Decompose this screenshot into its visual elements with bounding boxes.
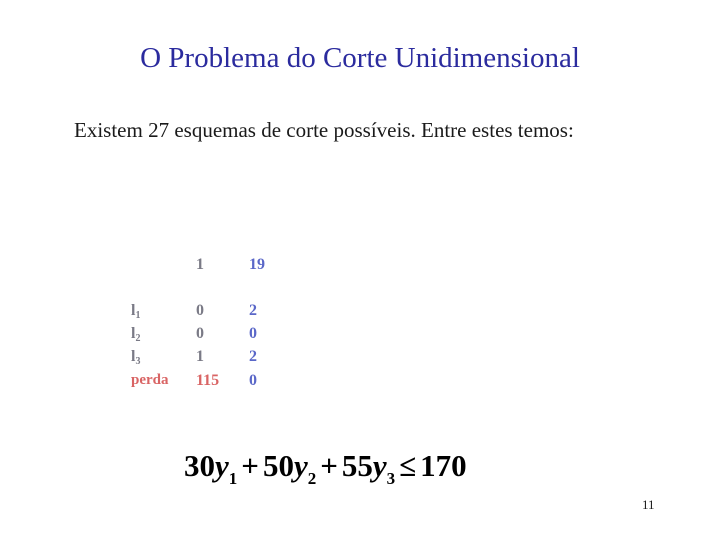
- table-row-label-l3: $l_3$: [131, 348, 141, 367]
- table-header-col1: 1: [196, 256, 204, 273]
- table-cell: 0: [196, 302, 204, 319]
- table-cell: 115: [196, 372, 220, 389]
- table-row-label-l1: $l_1$: [131, 302, 141, 321]
- slide-title: O Problema do Corte Unidimensional: [140, 42, 580, 74]
- table-cell: 0: [249, 325, 257, 342]
- table-cell: 0: [249, 372, 257, 389]
- table-cell: 1: [196, 348, 204, 365]
- slide-subtitle: Existem 27 esquemas de corte possíveis. Entre estes temos:: [74, 118, 574, 142]
- constraint-formula: $30y_1 + 50y_2 + 55y_3 \le 170$: [184, 448, 467, 488]
- table-cell: 2: [249, 302, 257, 319]
- table-row-label-l2: $l_2$: [131, 325, 141, 344]
- table-cell: 2: [249, 348, 257, 365]
- table-row-label-perda: perda: [131, 372, 169, 388]
- table-cell: 0: [196, 325, 204, 342]
- table-header-col2: 19: [249, 256, 265, 273]
- page-number: 11: [642, 497, 655, 512]
